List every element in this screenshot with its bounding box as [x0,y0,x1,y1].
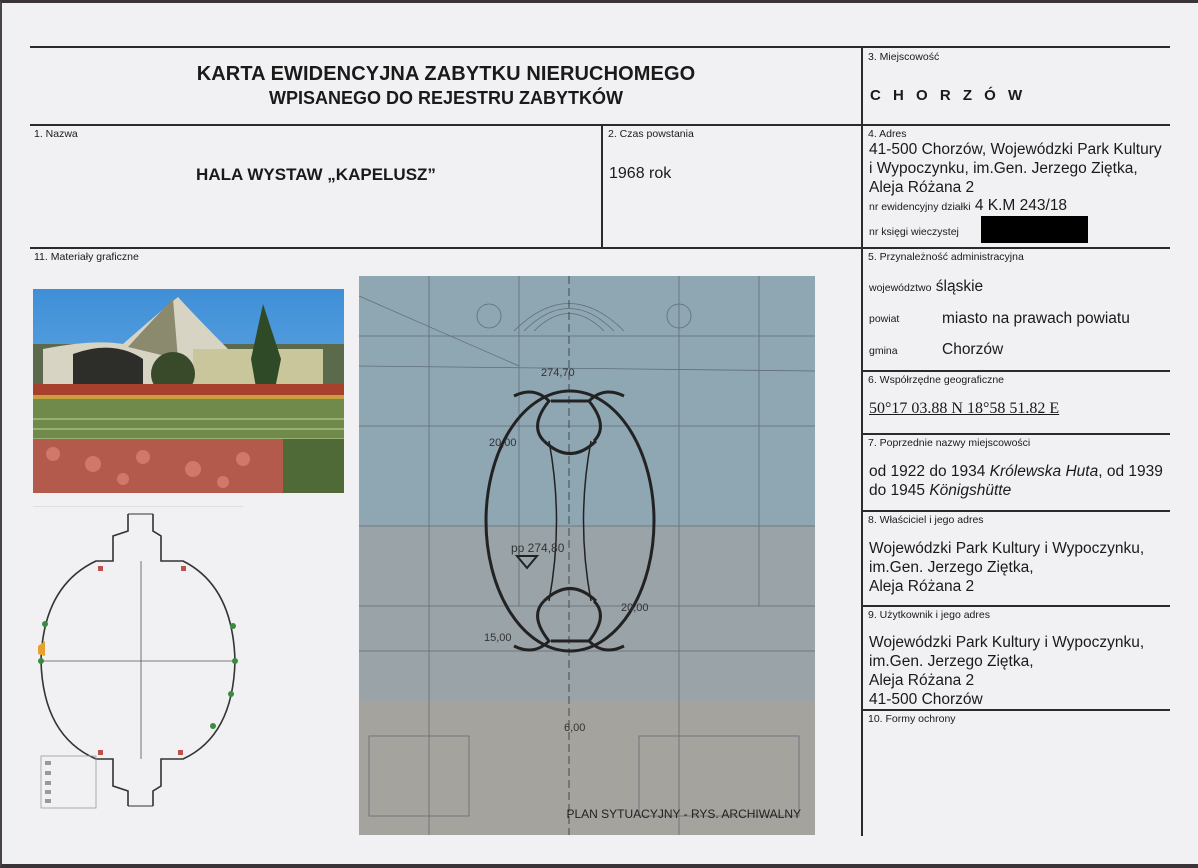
divider [862,510,1170,512]
divider [862,605,1170,607]
divider [30,247,1170,249]
voivodeship-label: województwo [869,282,932,294]
dimension-label: 15,00 [484,632,512,644]
historic-name: Królewska Huta [989,463,1099,480]
text: od 1922 do 1934 [869,463,990,480]
voivodeship-row [869,277,983,298]
elevation-label: 274,70 [541,367,575,379]
text: do 1945 [869,482,930,499]
voivodeship-value: śląskie [935,278,984,295]
dimension-label: 6,00 [564,722,586,734]
previous-names-line [869,481,1011,500]
text: , od 1939 [1098,463,1163,480]
land-register-label: nr księgi wieczystej [869,226,959,238]
divider [862,433,1170,435]
hall-photo [33,289,344,493]
field-label-formy-ochrony: 10. Formy ochrony [868,713,956,725]
commune-label: gmina [869,345,898,357]
user-line: Wojewódzki Park Kultury i Wypoczynku, [869,634,1145,651]
address-line: Aleja Różana 2 [869,179,975,196]
floor-plan-drawing [33,506,243,816]
field-label-miejscowosc: 3. Miejscowość [868,51,940,63]
user-line: 41-500 Chorzów [869,691,983,708]
field-label-uzytkownik: 9. Użytkownik i jego adres [868,609,990,621]
divider [862,709,1170,711]
card-title: KARTA EWIDENCYJNA ZABYTKU NIERUCHOMEGO [196,63,696,85]
address-line: 41-500 Chorzów, Wojewódzki Park Kultury [869,141,1162,158]
divider [601,124,603,247]
field-label-poprzednie-nazwy: 7. Poprzednie nazwy miejscowości [868,437,1031,449]
owner-line: Wojewódzki Park Kultury i Wypoczynku, [869,540,1145,557]
divider [30,46,1170,48]
field-label-adres: 4. Adres [868,128,907,140]
user-line: im.Gen. Jerzego Ziętka, [869,653,1034,670]
previous-names-line [869,462,1163,481]
field-label-wspolrzedne: 6. Współrzędne geograficzne [868,374,1004,386]
user-line: Aleja Różana 2 [869,672,975,689]
card-subtitle: WPISANEGO DO REJESTRU ZABYTKÓW [268,88,623,108]
field-label-materialy: 11. Materiały graficzne [34,251,139,263]
dimension-label: 20,00 [489,437,517,449]
county-label: powiat [869,313,900,325]
field-label-wlasciciel: 8. Właściciel i jego adres [868,514,984,526]
owner-line: Aleja Różana 2 [869,578,975,595]
city-value: C H O R Z Ó W [870,87,1027,104]
parcel-number-row [869,196,1067,217]
parcel-number-label: nr ewidencyjny działki [869,201,971,213]
divider [861,46,863,836]
divider [30,124,1170,126]
dimension-label: 20,00 [621,602,649,614]
address-line: i Wypoczynku, im.Gen. Jerzego Ziętka, [869,160,1138,177]
parcel-number-value: 4 K.M 243/18 [974,197,1068,214]
archive-caption: PLAN SYTUACYJNY - RYS. ARCHIWALNY [566,807,801,821]
historic-name: Königshütte [929,482,1012,499]
construction-year: 1968 rok [609,165,672,182]
commune-value: Chorzów [942,341,1004,358]
divider [862,370,1170,372]
elevation-label: pp 274,80 [511,541,565,555]
field-label-czas-powstania: 2. Czas powstania [608,128,694,140]
county-value: miasto na prawach powiatu [942,310,1130,327]
geo-coordinates: 50°17 03.88 N 18°58 51.82 E [869,400,1060,417]
owner-line: im.Gen. Jerzego Ziętka, [869,559,1034,576]
field-label-przynaleznosc: 5. Przynależność administracyjna [868,251,1024,263]
archival-site-plan [359,276,815,835]
land-register-redaction [981,216,1088,243]
monument-name: HALA WYSTAW „KAPELUSZ” [196,165,436,184]
field-label-nazwa: 1. Nazwa [34,128,78,140]
